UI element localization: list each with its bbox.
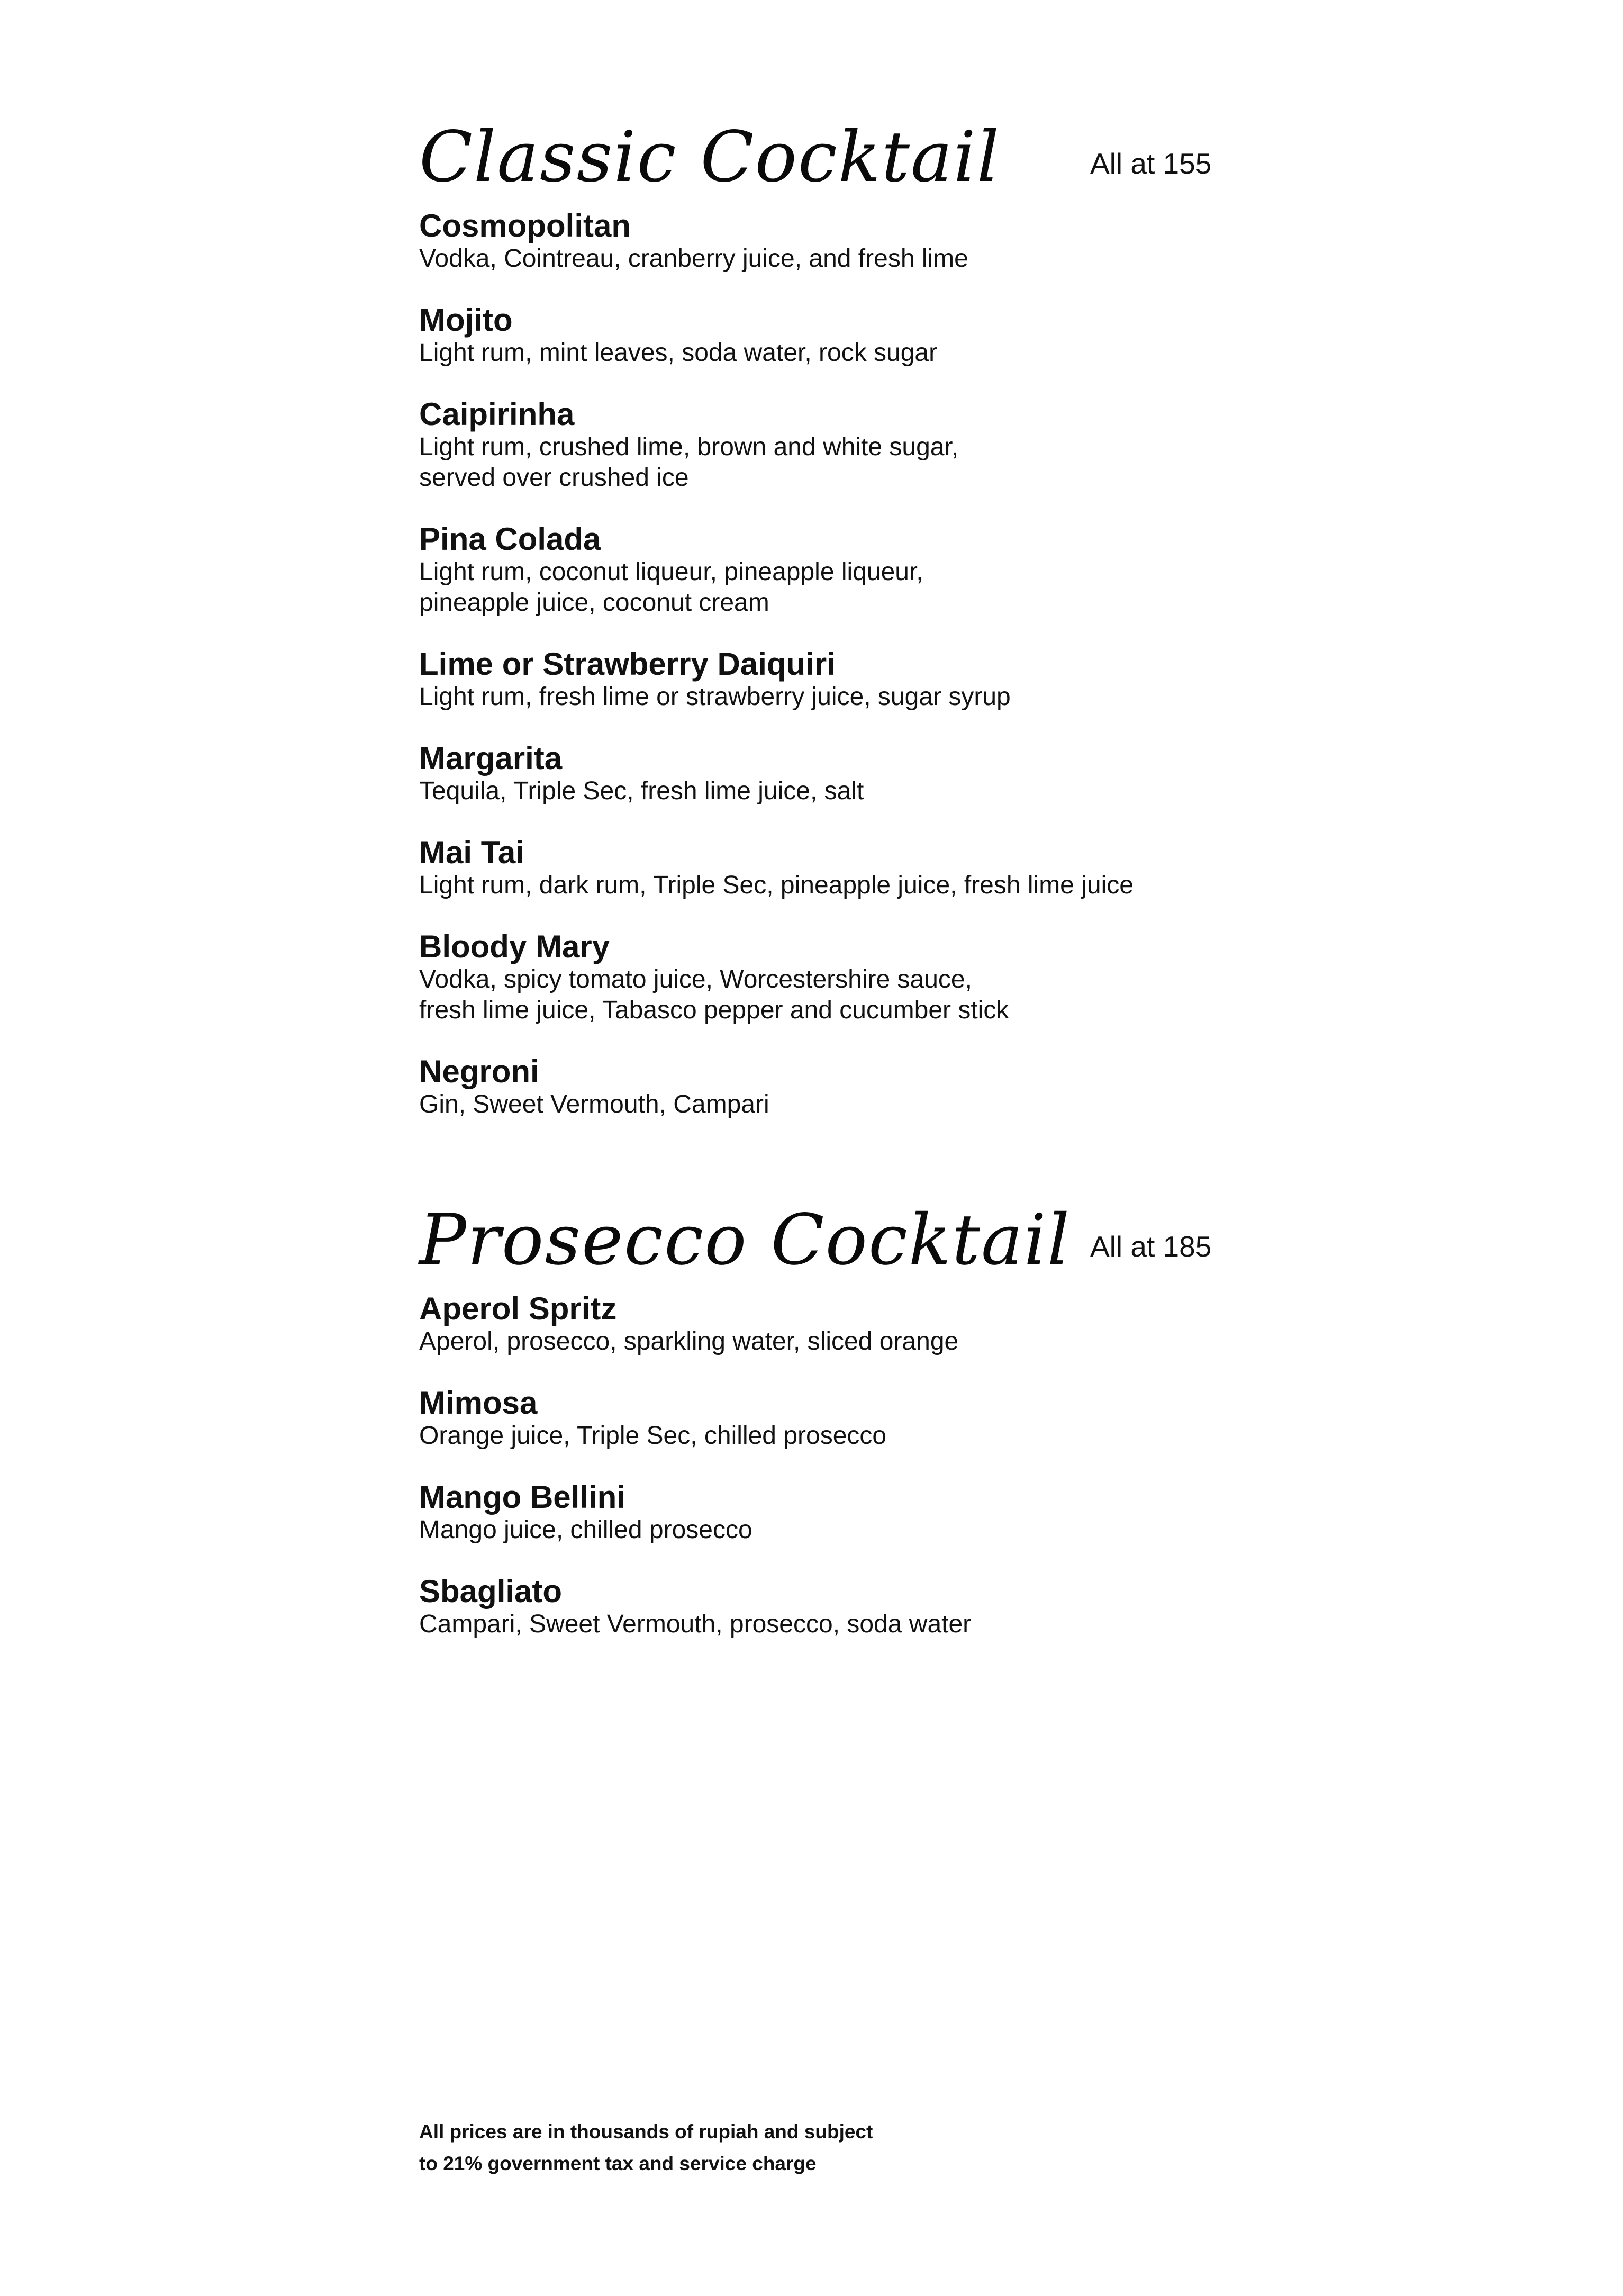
prosecco-cocktail-section <box>419 1200 1213 1669</box>
menu-item <box>419 1481 1213 1545</box>
item-description-line: Light rum, crushed lime, brown and white sugar, <box>419 433 959 461</box>
item-description-line: Light rum, dark rum, Triple Sec, pineapple juice, fresh lime juice <box>419 871 1134 899</box>
item-description <box>419 432 1213 493</box>
item-description <box>419 682 1213 712</box>
menu-item <box>419 930 1213 1026</box>
item-description-line: Light rum, mint leaves, soda water, rock sugar <box>419 339 938 367</box>
cocktail-list <box>419 210 1213 1120</box>
menu-item <box>419 648 1213 712</box>
item-description-line: fresh lime juice, Tabasco pepper and cucumber stick <box>419 996 1009 1024</box>
menu-item <box>419 1292 1213 1357</box>
item-name: Margarita <box>419 740 563 776</box>
item-name: Lime or Strawberry Daiquiri <box>419 646 836 682</box>
item-description-line: Mango juice, chilled prosecco <box>419 1516 752 1544</box>
menu-item <box>419 1575 1213 1640</box>
menu-item <box>419 742 1213 807</box>
item-description <box>419 338 1213 368</box>
item-name: Mojito <box>419 302 513 338</box>
menu-item <box>419 523 1213 618</box>
item-description <box>419 1089 1213 1120</box>
classic-cocktail-section <box>419 117 1213 1150</box>
section-price: All at 185 <box>1090 1230 1212 1263</box>
item-name: Mimosa <box>419 1385 538 1421</box>
item-description-line: Vodka, spicy tomato juice, Worcestershire sauce, <box>419 965 972 993</box>
item-name: Bloody Mary <box>419 929 610 964</box>
item-name: Sbagliato <box>419 1574 563 1609</box>
section-title: Prosecco Cocktail <box>419 1199 1071 1281</box>
menu-item <box>419 210 1213 274</box>
item-description <box>419 243 1213 274</box>
item-description-line: Aperol, prosecco, sparkling water, sliced orange <box>419 1327 959 1355</box>
menu-item <box>419 1055 1213 1120</box>
item-name: Caipirinha <box>419 396 575 432</box>
cocktail-list <box>419 1292 1213 1640</box>
item-description <box>419 776 1213 807</box>
item-description <box>419 1421 1213 1451</box>
item-description-line: Light rum, coconut liqueur, pineapple liqueur, <box>419 558 923 586</box>
item-description-line: Orange juice, Triple Sec, chilled prosecco <box>419 1422 887 1450</box>
item-name: Negroni <box>419 1054 539 1089</box>
section-header <box>419 1200 1213 1285</box>
item-description <box>419 1326 1213 1357</box>
item-description-line: Gin, Sweet Vermouth, Campari <box>419 1090 769 1118</box>
item-description-line: served over crushed ice <box>419 464 689 492</box>
item-description <box>419 557 1213 618</box>
item-description-line: Tequila, Triple Sec, fresh lime juice, salt <box>419 777 864 805</box>
item-description-line: Campari, Sweet Vermouth, prosecco, soda water <box>419 1610 972 1638</box>
item-description <box>419 1515 1213 1545</box>
section-price: All at 155 <box>1090 147 1212 180</box>
item-name: Cosmopolitan <box>419 208 631 243</box>
menu-item <box>419 1387 1213 1451</box>
item-description <box>419 1609 1213 1640</box>
section-header <box>419 117 1213 202</box>
section-title: Classic Cocktail <box>419 116 1001 198</box>
item-description <box>419 964 1213 1026</box>
menu-item <box>419 398 1213 493</box>
item-description <box>419 870 1213 901</box>
item-name: Mai Tai <box>419 835 524 870</box>
price-note-line: All prices are in thousands of rupiah and subject <box>419 2121 873 2143</box>
price-note-line: to 21% government tax and service charge <box>419 2153 817 2174</box>
item-name: Mango Bellini <box>419 1479 625 1515</box>
menu-item <box>419 304 1213 368</box>
price-note <box>419 2116 873 2180</box>
item-description-line: Vodka, Cointreau, cranberry juice, and fresh lime <box>419 245 968 273</box>
item-name: Pina Colada <box>419 521 601 557</box>
item-description-line: Light rum, fresh lime or strawberry juice, sugar syrup <box>419 683 1011 711</box>
menu-item <box>419 836 1213 901</box>
item-name: Aperol Spritz <box>419 1291 617 1326</box>
item-description-line: pineapple juice, coconut cream <box>419 589 769 617</box>
